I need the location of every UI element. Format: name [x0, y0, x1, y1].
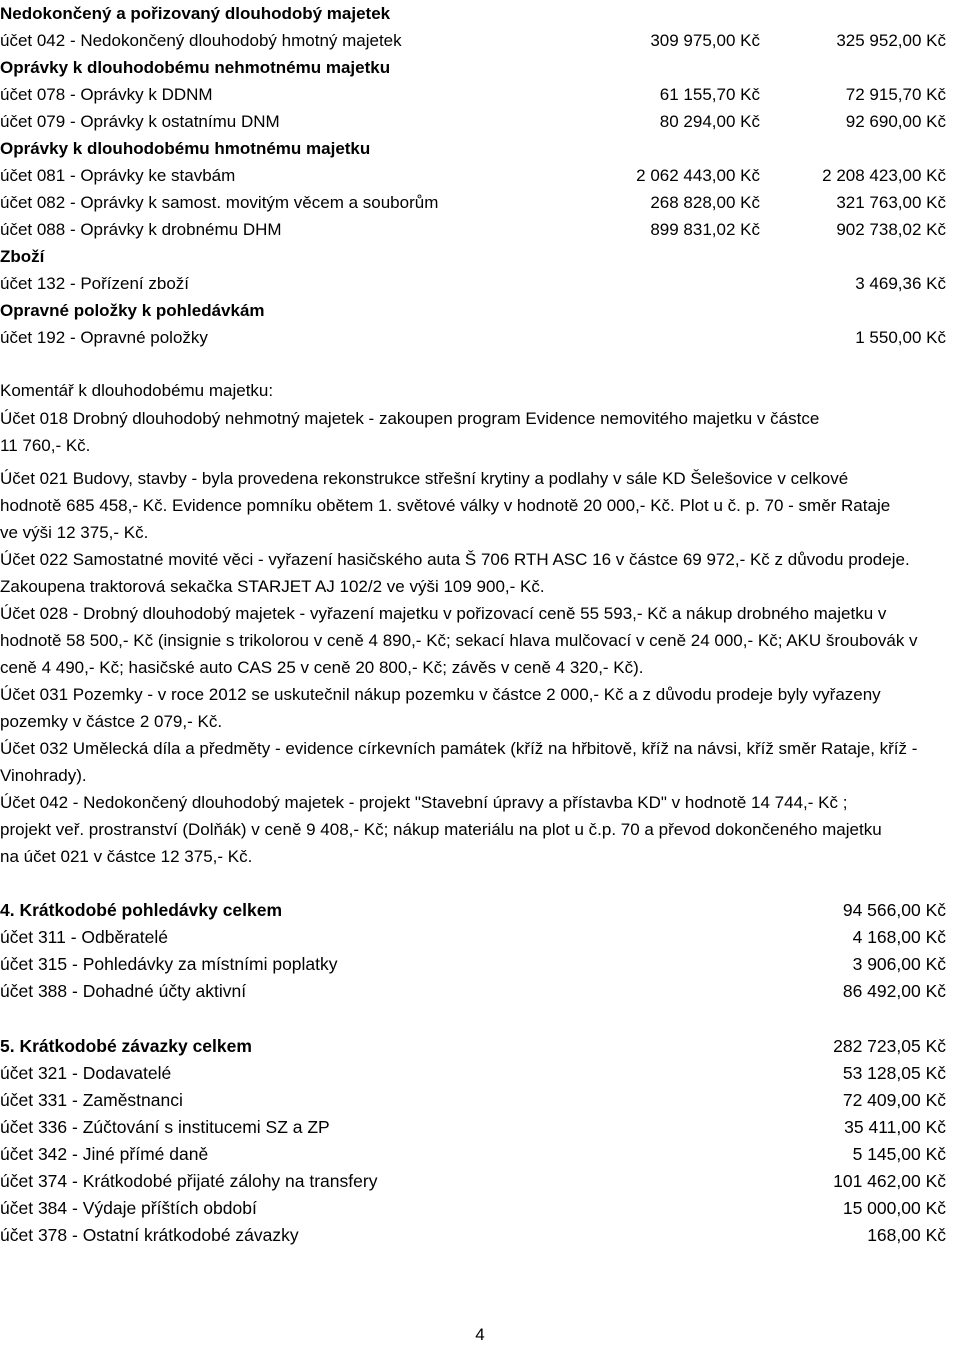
value-current: 92 690,00 Kč [845, 112, 946, 131]
comment-paragraph [0, 600, 956, 681]
value-prior: 2 062 443,00 Kč [636, 166, 760, 185]
paragraph-line: Účet 021 Budovy, stavby - byla provedena rekonstrukce střešní krytiny a podlahy v sále KD Šelešovice v celkové [0, 469, 849, 488]
row-value: 3 906,00 Kč [852, 954, 946, 974]
row-label: účet 311 - Odběratelé [0, 927, 168, 947]
row-label: Opravné položky k pohledávkám [0, 301, 265, 320]
paragraph-line: ceně 4 490,- Kč; hasičské auto CAS 25 v ceně 20 800,- Kč; závěs v ceně 4 320,- Kč). [0, 658, 644, 677]
row-label: účet 342 - Jiné přímé daně [0, 1144, 209, 1164]
table-row [0, 1195, 960, 1222]
paragraph-line: projekt veř. prostranství (Dolňák) v ceně 9 408,- Kč; nákup materiálu na plot u č.p. 70 a převod dokončeného majetku [0, 820, 882, 839]
table-row [0, 1141, 960, 1168]
table-row [0, 1060, 960, 1087]
table-row [0, 108, 960, 135]
value-current: 902 738,02 Kč [836, 220, 946, 239]
section-heading [0, 1033, 960, 1060]
table-row [0, 1222, 960, 1249]
row-label: účet 388 - Dohadné účty aktivní [0, 981, 247, 1001]
comment-paragraph [0, 546, 956, 600]
value-current: 72 915,70 Kč [845, 85, 946, 104]
paragraph-line: 11 760,- Kč. [0, 436, 91, 455]
table-row [0, 162, 960, 189]
comment-paragraph [0, 465, 956, 546]
row-value: 5 145,00 Kč [852, 1144, 946, 1164]
value-prior: 899 831,02 Kč [650, 220, 760, 239]
section-title: 4. Krátkodobé pohledávky celkem [0, 900, 283, 920]
row-value: 168,00 Kč [867, 1225, 946, 1245]
value-prior: 80 294,00 Kč [659, 112, 760, 131]
section-heading [0, 897, 960, 924]
table-row [0, 81, 960, 108]
comment-paragraph [0, 735, 956, 789]
table-row [0, 978, 960, 1005]
row-value: 15 000,00 Kč [842, 1198, 946, 1218]
paragraph-line: ve výši 12 375,- Kč. [0, 523, 149, 542]
paragraph-line: Účet 028 - Drobný dlouhodobý majetek - vyřazení majetku v pořizovací ceně 55 593,- Kč a nákup drobného majetku v [0, 604, 887, 623]
paragraph-line: hodnotě 58 500,- Kč (insignie s trikolorou v ceně 4 890,- Kč; sekací hlava mulčovací v ceně 24 000,- Kč; AKU šroubovák v [0, 631, 918, 650]
row-label: Nedokončený a pořizovaný dlouhodobý majetek [0, 4, 391, 23]
value-current: 3 469,36 Kč [855, 274, 946, 293]
row-label: účet 078 - Oprávky k DDNM [0, 85, 213, 104]
row-label: účet 315 - Pohledávky za místními poplatky [0, 954, 338, 974]
row-value: 35 411,00 Kč [844, 1117, 946, 1137]
row-value: 101 462,00 Kč [833, 1171, 946, 1191]
comment-title: Komentář k dlouhodobému majetku: [0, 381, 274, 400]
table-row [0, 243, 960, 270]
row-label: účet 192 - Opravné položky [0, 328, 208, 347]
section-title: 5. Krátkodobé závazky celkem [0, 1036, 252, 1056]
paragraph-line: Účet 042 - Nedokončený dlouhodobý majetek - projekt "Stavební úpravy a přístavba KD" v hodnotě 14 744,- Kč ; [0, 793, 848, 812]
paragraph-line: Vinohrady). [0, 766, 87, 785]
table-row [0, 216, 960, 243]
row-label: Zboží [0, 247, 45, 266]
paragraph-line: Účet 031 Pozemky - v roce 2012 se uskutečnil nákup pozemku v částce 2 000,- Kč a z důvodu prodeje byly vyřazeny [0, 685, 881, 704]
table-row [0, 270, 960, 297]
row-label: účet 384 - Výdaje příštích období [0, 1198, 257, 1218]
row-label: účet 374 - Krátkodobé přijaté zálohy na transfery [0, 1171, 378, 1191]
row-label: Oprávky k dlouhodobému hmotnému majetku [0, 139, 371, 158]
row-label: účet 088 - Oprávky k drobnému DHM [0, 220, 282, 239]
paragraph-line: na účet 021 v částce 12 375,- Kč. [0, 847, 253, 866]
value-prior: 268 828,00 Kč [650, 193, 760, 212]
value-current: 2 208 423,00 Kč [822, 166, 946, 185]
table-row [0, 1087, 960, 1114]
section-total: 282 723,05 Kč [833, 1036, 946, 1056]
paragraph-line: Účet 022 Samostatné movité věci - vyřazení hasičského auta Š 706 RTH ASC 16 v částce 69 972,- Kč z důvodu prodeje. [0, 550, 910, 569]
paragraph-line: pozemky v částce 2 079,- Kč. [0, 712, 223, 731]
row-label: účet 321 - Dodavatelé [0, 1063, 172, 1083]
table-row [0, 135, 960, 162]
comment-paragraph [0, 405, 956, 459]
section-total: 94 566,00 Kč [842, 900, 946, 920]
paragraph-line: Účet 018 Drobný dlouhodobý nehmotný majetek - zakoupen program Evidence nemovitého majetku v částce [0, 409, 820, 428]
table-row [0, 189, 960, 216]
value-current: 1 550,00 Kč [855, 328, 946, 347]
table-row [0, 924, 960, 951]
value-prior: 309 975,00 Kč [650, 31, 760, 50]
table-row [0, 951, 960, 978]
row-label: účet 082 - Oprávky k samost. movitým věcem a souborům [0, 193, 439, 212]
row-label: účet 081 - Oprávky ke stavbám [0, 166, 236, 185]
row-value: 86 492,00 Kč [842, 981, 946, 1001]
page-number: 4 [475, 1325, 485, 1344]
comment-paragraph [0, 681, 956, 735]
paragraph-line: Zakoupena traktorová sekačka STARJET AJ 102/2 ve výši 109 900,- Kč. [0, 577, 545, 596]
row-value: 72 409,00 Kč [842, 1090, 946, 1110]
table-row [0, 0, 960, 27]
comment-paragraph [0, 789, 956, 870]
row-label: účet 079 - Oprávky k ostatnímu DNM [0, 112, 280, 131]
row-label: účet 132 - Pořízení zboží [0, 274, 189, 293]
row-label: účet 336 - Zúčtování s institucemi SZ a ZP [0, 1117, 330, 1137]
table-row [0, 297, 960, 324]
table-row [0, 1168, 960, 1195]
row-label: účet 378 - Ostatní krátkodobé závazky [0, 1225, 299, 1245]
paragraph-line: Účet 032 Umělecká díla a předměty - evidence církevních památek (kříž na hřbitově, kříž na návsi, kříž směr Rataje, kříž - [0, 739, 918, 758]
table-row [0, 54, 960, 81]
value-prior: 61 155,70 Kč [659, 85, 760, 104]
value-current: 321 763,00 Kč [836, 193, 946, 212]
table-row [0, 324, 960, 351]
paragraph-line: hodnotě 685 458,- Kč. Evidence pomníku obětem 1. světové války v hodnotě 20 000,- Kč. Plot u č. p. 70 - směr Rataje [0, 496, 891, 515]
row-label: účet 042 - Nedokončený dlouhodobý hmotný majetek [0, 31, 402, 50]
value-current: 325 952,00 Kč [836, 31, 946, 50]
table-row [0, 27, 960, 54]
row-value: 4 168,00 Kč [852, 927, 946, 947]
row-label: účet 331 - Zaměstnanci [0, 1090, 183, 1110]
table-row [0, 1114, 960, 1141]
row-value: 53 128,05 Kč [842, 1063, 946, 1083]
row-label: Oprávky k dlouhodobému nehmotnému majetku [0, 58, 391, 77]
